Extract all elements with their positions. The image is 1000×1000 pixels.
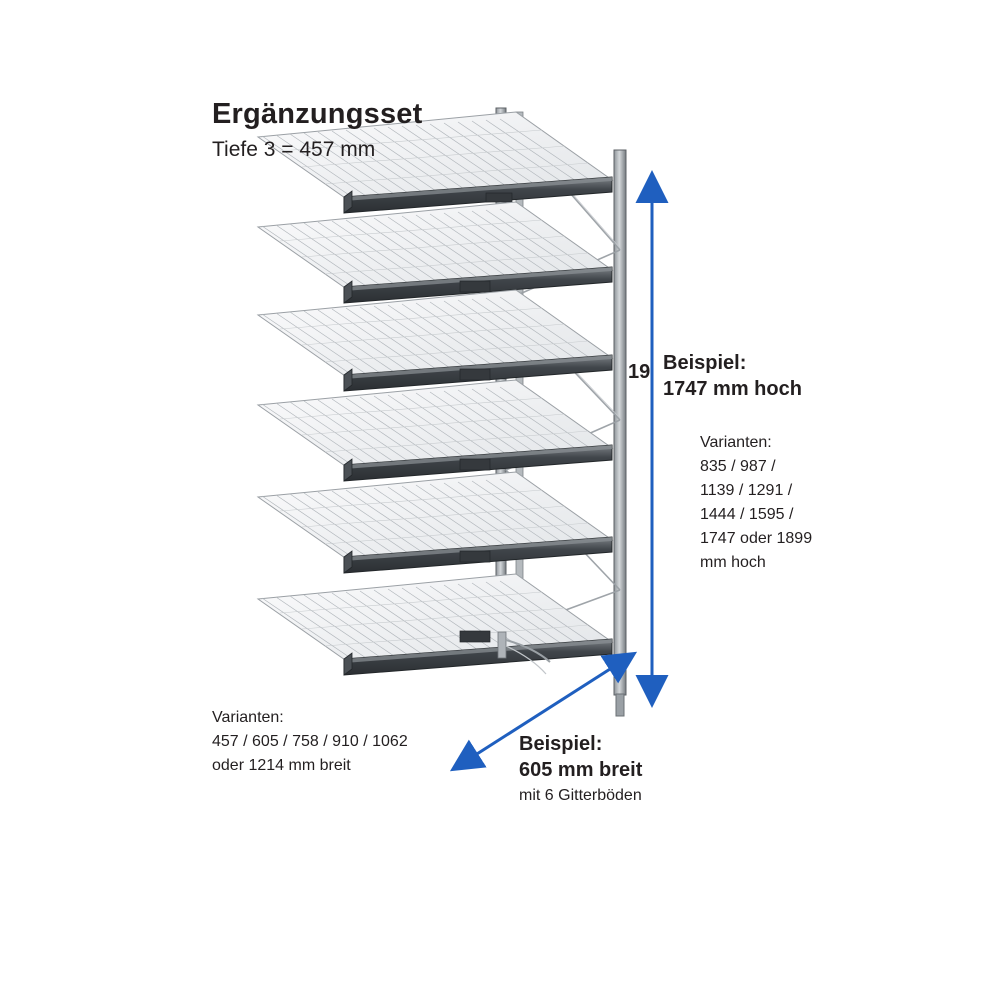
shelf-5 — [258, 472, 612, 573]
width-variants-label — [212, 706, 408, 778]
height-variants-line4: 1747 oder 1899 — [700, 530, 813, 547]
inner-height-dimension-text: 19 — [628, 361, 651, 383]
width-example-line1: Beispiel: — [519, 733, 603, 755]
width-variants-line2: oder 1214 mm breit — [212, 757, 351, 774]
height-example-label — [663, 350, 802, 402]
height-variants-heading: Varianten: — [700, 434, 772, 451]
height-variants-line1: 835 / 987 / — [700, 458, 776, 475]
width-example-label — [519, 731, 642, 809]
height-variants-line3: 1444 / 1595 / — [700, 506, 794, 523]
height-example-line2: 1747 mm hoch — [663, 378, 802, 400]
width-example-line2: 605 mm breit — [519, 759, 643, 781]
height-variants-line2: 1139 / 1291 / — [700, 482, 793, 499]
shelf-stack — [258, 112, 612, 675]
shelf-2 — [258, 202, 612, 303]
shelf-3 — [258, 290, 612, 391]
height-variants-line5: mm hoch — [700, 554, 766, 571]
page-title: Ergänzungsset — [212, 98, 423, 130]
height-example-line1: Beispiel: — [663, 352, 747, 374]
height-variants-label — [700, 431, 812, 575]
width-variants-heading: Varianten: — [212, 709, 284, 726]
shelf-6 — [258, 574, 612, 675]
width-example-line3: mit 6 Gitterböden — [519, 787, 642, 804]
depth-label: Tiefe 3 = 457 mm — [212, 138, 376, 161]
shelf-4 — [258, 380, 612, 481]
width-variants-line1: 457 / 605 / 758 / 910 / 1062 — [212, 733, 408, 750]
